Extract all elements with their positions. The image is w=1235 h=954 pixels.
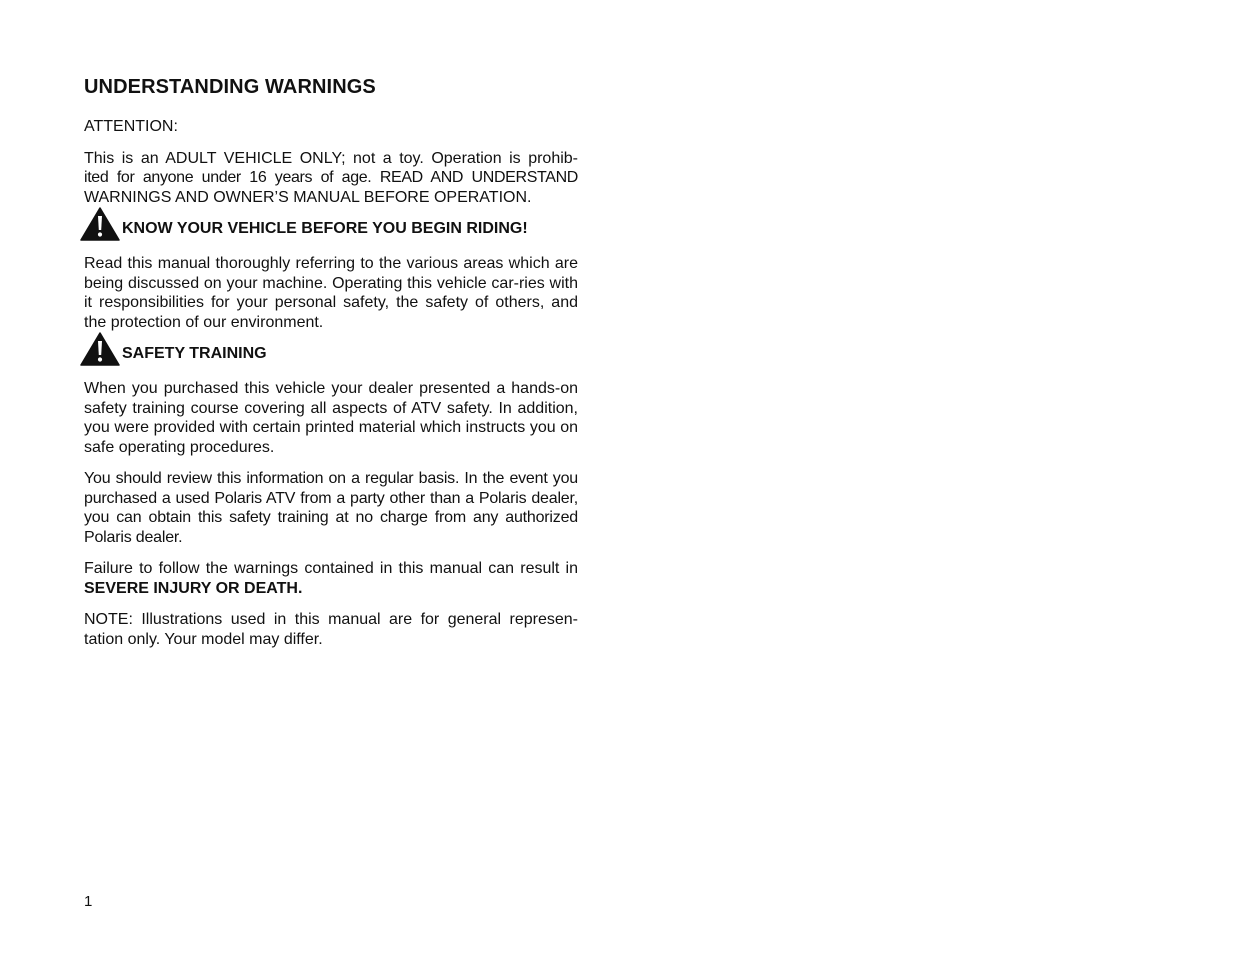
safety-training-heading [84,344,578,366]
note-paragraph [84,610,578,649]
intro-line: WARNINGS AND OWNER’S MANUAL BEFORE OPERATION. [84,188,532,206]
intro-line: This is an ADULT VEHICLE ONLY; not a toy. Operation is prohib- [84,149,578,167]
failure-warning-emphasis: SEVERE INJURY OR DEATH. [84,579,303,597]
failure-warning-text: Failure to follow the warnings contained in this manual can result in [84,560,578,577]
failure-warning-paragraph [84,559,578,598]
warning-triangle-icon [80,207,120,241]
note-line: NOTE: Illustrations used in this manual are for general represen- [84,611,578,628]
safety-training-body-2: You should review this information on a regular basis. In the event you purchased a used Polaris ATV from a party other than a Polaris dealer, you can obtain this safety training at no charge from any authorized Polaris dealer. [84,470,578,546]
intro-line: ited for anyone under 16 years of age. READ AND UNDERSTAND [84,169,578,186]
know-vehicle-heading [84,219,578,241]
page-number: 1 [84,893,93,910]
safety-training-body-1: When you purchased this vehicle your dealer presented a hands-on safety training course covering all aspects of ATV safety. In addition, you were provided with certain printed material which instructs you on safe operating procedures. [84,380,578,456]
know-vehicle-heading-label: KNOW YOUR VEHICLE BEFORE YOU BEGIN RIDING! [122,220,528,237]
safety-training-heading-label: SAFETY TRAINING [122,345,267,362]
manual-page-column [84,74,578,661]
warning-triangle-icon [80,332,120,366]
know-vehicle-body: Read this manual thoroughly referring to the various areas which are being discussed on your machine. Operating this vehicle car-ries with it responsibilities for your personal safety, the safety of others, and the protection of our environment. [84,255,578,331]
attention-label: ATTENTION: [84,118,178,135]
page-title: UNDERSTANDING WARNINGS [84,76,376,98]
intro-paragraph [84,149,578,208]
note-line: tation only. Your model may differ. [84,630,323,648]
